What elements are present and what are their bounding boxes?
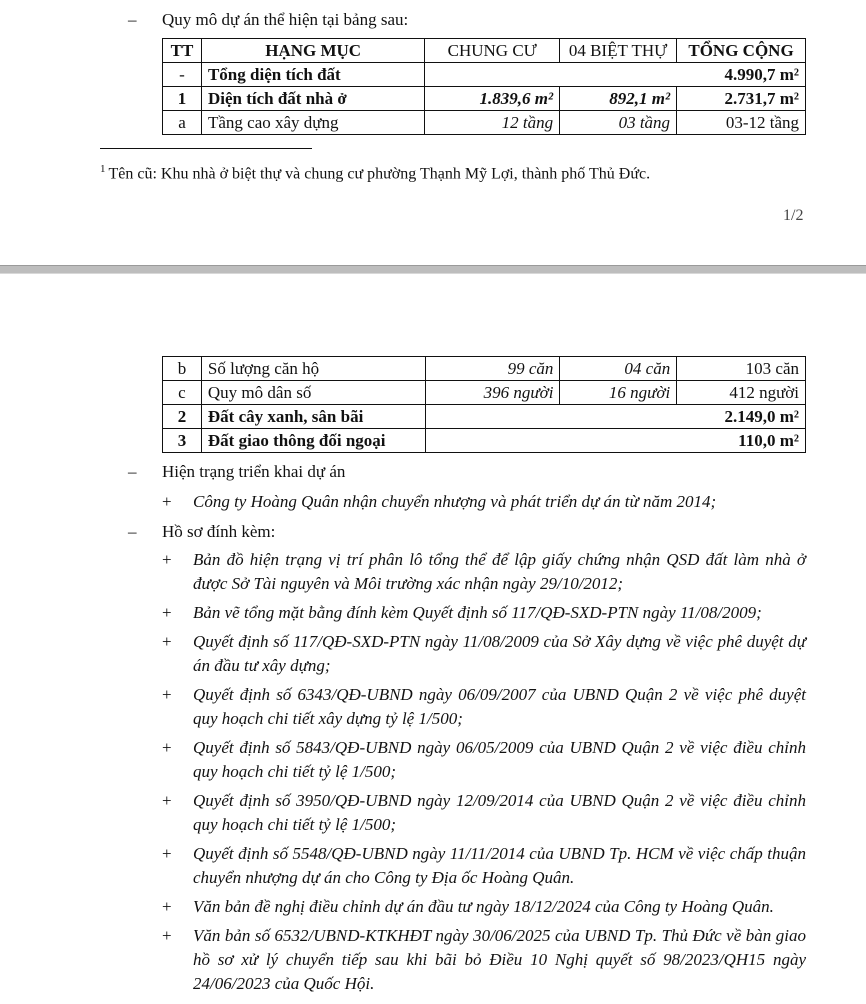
- table-cell: 03 tầng: [560, 111, 677, 135]
- footnote-divider: [100, 148, 312, 149]
- bullet: +: [162, 844, 172, 863]
- table-cell: -: [163, 63, 202, 87]
- attachments-list: [162, 548, 806, 1001]
- table-cell: 4.990,7 m²: [425, 63, 806, 87]
- bullet: +: [162, 738, 172, 757]
- bullet: +: [162, 791, 172, 810]
- table-cell: Số lượng căn hộ: [201, 357, 425, 381]
- table-row: [163, 405, 806, 429]
- footnote: [100, 163, 650, 183]
- table-row: [163, 357, 806, 381]
- list-item-text: Bản đồ hiện trạng vị trí phân lô tổng thể để lập giấy chứng nhận QSD đất làm nhà ở được Sở Tài nguyên và Môi trường xác nhận ngày 29/10/2012;: [193, 550, 806, 593]
- table-row: [163, 429, 806, 453]
- table-cell: Quy mô dân số: [201, 381, 425, 405]
- table-cell: 2: [163, 405, 202, 429]
- page-number: 1/2: [783, 207, 804, 224]
- table-cell: 412 người: [677, 381, 806, 405]
- table-row: [163, 87, 806, 111]
- list-item-text: Quyết định số 117/QĐ-SXD-PTN ngày 11/08/2009 của Sở Xây dựng về việc phê duyệt dự án đầu tư xây dựng;: [193, 632, 806, 675]
- list-item: [162, 736, 806, 784]
- list-item: [162, 895, 806, 919]
- table-cell: 2.731,7 m²: [677, 87, 806, 111]
- list-item: [162, 842, 806, 890]
- section-dash: –: [128, 522, 137, 541]
- table-row: [163, 63, 806, 87]
- footnote-mark: 1: [100, 163, 106, 175]
- table-cell: Đất cây xanh, sân bãi: [201, 405, 425, 429]
- table-header-cell: TT: [163, 39, 202, 63]
- table-cell: 1.839,6 m²: [425, 87, 560, 111]
- table-cell: 99 căn: [425, 357, 560, 381]
- table-cell: Tổng diện tích đất: [201, 63, 424, 87]
- list-item-text: Văn bản số 6532/UBND-KTKHĐT ngày 30/06/2025 của UBND Tp. Thủ Đức về bàn giao hồ sơ xử lý chuyển tiếp sau khi bãi bỏ Điều 10 Nghị quyết số 98/2023/QH15 ngày 24/06/2023 của Quốc Hội.: [193, 926, 806, 993]
- list-item-text: Công ty Hoàng Quân nhận chuyển nhượng và phát triển dự án từ năm 2014;: [193, 492, 717, 511]
- list-item: [162, 490, 806, 514]
- table-cell: b: [163, 357, 202, 381]
- list-item: [162, 789, 806, 837]
- table-cell: c: [163, 381, 202, 405]
- bullet: +: [162, 492, 172, 511]
- intro-dash: –: [128, 10, 137, 29]
- list-item-text: Bản vẽ tổng mặt bằng đính kèm Quyết định số 117/QĐ-SXD-PTN ngày 11/08/2009;: [193, 603, 762, 622]
- table-cell: 03-12 tầng: [677, 111, 806, 135]
- list-item-text: Quyết định số 3950/QĐ-UBND ngày 12/09/2014 của UBND Quận 2 về việc điều chỉnh quy hoạch chi tiết tỷ lệ 1/500;: [193, 791, 806, 834]
- table-cell: 3: [163, 429, 202, 453]
- list-item-text: Quyết định số 5843/QĐ-UBND ngày 06/05/2009 của UBND Quận 2 về việc điều chỉnh quy hoạch chi tiết tỷ lệ 1/500;: [193, 738, 806, 781]
- list-item: [162, 630, 806, 678]
- project-scale-table-continued: [162, 356, 806, 453]
- intro-text: Quy mô dự án thể hiện tại bảng sau:: [162, 10, 409, 29]
- list-item: [162, 601, 806, 625]
- table-row: [163, 111, 806, 135]
- section-title-attachments: Hồ sơ đính kèm:: [162, 522, 276, 541]
- table-cell: 110,0 m²: [425, 429, 805, 453]
- table-header-cell: HẠNG MỤC: [201, 39, 424, 63]
- table-cell: 04 căn: [560, 357, 677, 381]
- table-row: [163, 381, 806, 405]
- table-cell: 892,1 m²: [560, 87, 677, 111]
- bullet: +: [162, 685, 172, 704]
- section-title-status: Hiện trạng triển khai dự án: [162, 462, 346, 481]
- section-dash: –: [128, 462, 137, 481]
- table-cell: 2.149,0 m²: [425, 405, 805, 429]
- list-item: [162, 548, 806, 596]
- table-cell: 16 người: [560, 381, 677, 405]
- table-cell: Diện tích đất nhà ở: [201, 87, 424, 111]
- bullet: +: [162, 897, 172, 916]
- bullet: +: [162, 603, 172, 622]
- list-item-text: Quyết định số 5548/QĐ-UBND ngày 11/11/2014 của UBND Tp. HCM về việc chấp thuận chuyển nhượng dự án cho Công ty Địa ốc Hoàng Quân.: [193, 844, 806, 887]
- table-header-cell: TỔNG CỘNG: [677, 39, 806, 63]
- table-cell: a: [163, 111, 202, 135]
- table-cell: 396 người: [425, 381, 560, 405]
- table-cell: Tầng cao xây dựng: [201, 111, 424, 135]
- table-cell: Đất giao thông đối ngoại: [201, 429, 425, 453]
- bullet: +: [162, 550, 172, 569]
- table-cell: 12 tầng: [425, 111, 560, 135]
- table-header-cell: 04 BIỆT THỰ: [560, 39, 677, 63]
- project-scale-table: [162, 38, 806, 135]
- table-header-row: [163, 39, 806, 63]
- table-header-cell: CHUNG CƯ: [425, 39, 560, 63]
- table-cell: 1: [163, 87, 202, 111]
- list-item-text: Văn bản đề nghị điều chỉnh dự án đầu tư ngày 18/12/2024 của Công ty Hoàng Quân.: [193, 897, 774, 916]
- page-separator: [0, 265, 866, 274]
- status-list: [162, 490, 806, 519]
- bullet: +: [162, 926, 172, 945]
- footnote-text: Tên cũ: Khu nhà ở biệt thự và chung cư phường Thạnh Mỹ Lợi, thành phố Thủ Đức.: [108, 165, 651, 183]
- bullet: +: [162, 632, 172, 651]
- list-item: [162, 924, 806, 996]
- table-cell: 103 căn: [677, 357, 806, 381]
- list-item-text: Quyết định số 6343/QĐ-UBND ngày 06/09/2007 của UBND Quận 2 về việc phê duyệt quy hoạch chi tiết xây dựng tỷ lệ 1/500;: [193, 685, 806, 728]
- list-item: [162, 683, 806, 731]
